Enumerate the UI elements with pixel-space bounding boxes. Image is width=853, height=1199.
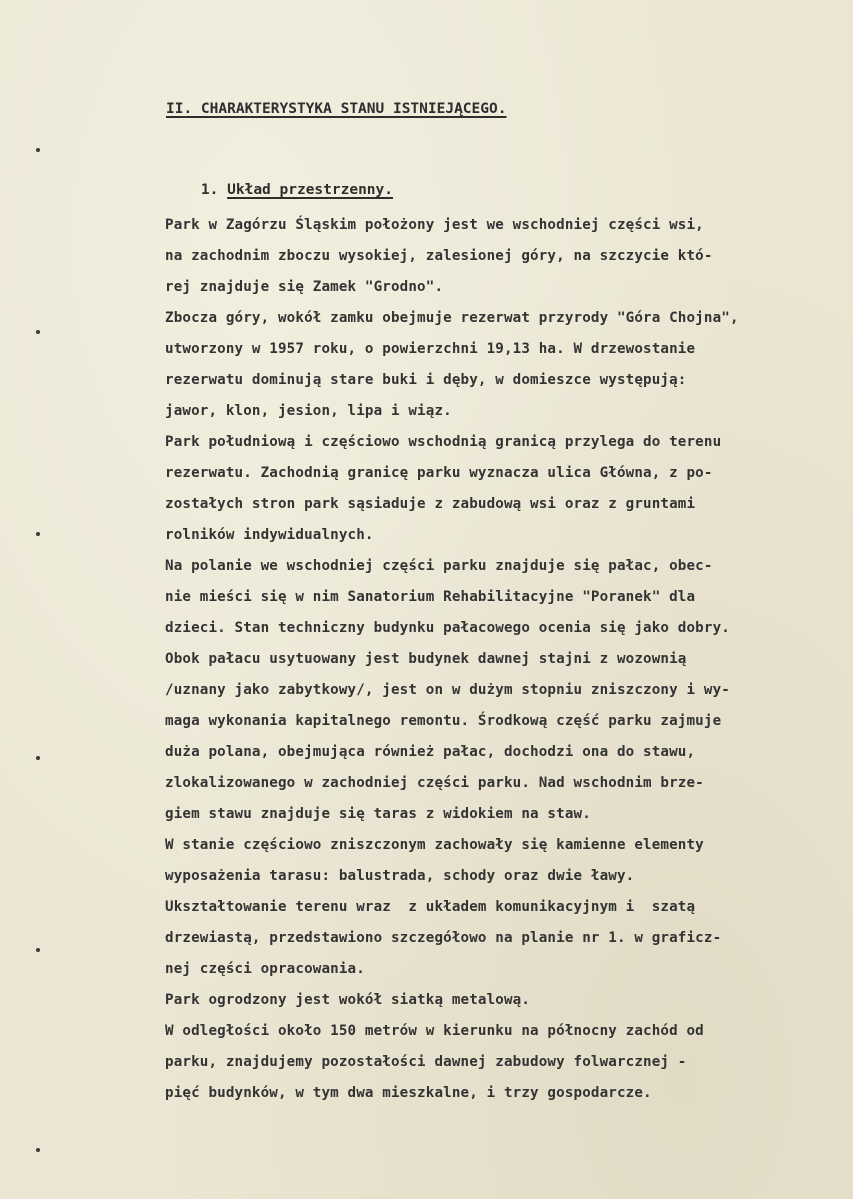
punch-mark	[36, 532, 40, 536]
text-line: rej znajduje się Zamek "Grodno".	[165, 279, 444, 295]
text-line: dzieci. Stan techniczny budynku pałacowego ocenia się jako dobry.	[165, 620, 730, 636]
punch-mark	[36, 148, 40, 152]
text-line: Park w Zagórzu Śląskim położony jest we wschodniej części wsi,	[165, 217, 704, 233]
text-line: pięć budynków, w tym dwa mieszkalne, i trzy gospodarcze.	[165, 1085, 652, 1101]
text-line: zostałych stron park sąsiaduje z zabudową wsi oraz z gruntami	[165, 496, 696, 512]
text-line: maga wykonania kapitalnego remontu. Środkową część parku zajmuje	[165, 713, 722, 729]
punch-mark	[36, 330, 40, 334]
text-line: utworzony w 1957 roku, o powierzchni 19,13 ha. W drzewostanie	[165, 341, 696, 357]
text-line: rezerwatu. Zachodnią granicę parku wyznacza ulica Główna, z po-	[165, 465, 713, 481]
section-heading: II. CHARAKTERYSTYKA STANU ISTNIEJĄCEGO.	[166, 101, 507, 117]
text-line: jawor, klon, jesion, lipa i wiąz.	[165, 403, 452, 419]
text-line: Obok pałacu usytuowany jest budynek dawnej stajni z wozownią	[165, 651, 687, 667]
punch-mark	[36, 756, 40, 760]
text-line: Ukształtowanie terenu wraz z układem komunikacyjnym i szatą	[165, 899, 696, 915]
text-line: giem stawu znajduje się taras z widokiem na staw.	[165, 806, 591, 822]
text-line: /uznany jako zabytkowy/, jest on w dużym stopniu zniszczony i wy-	[165, 682, 730, 698]
text-line: W stanie częściowo zniszczonym zachowały się kamienne elementy	[165, 837, 704, 853]
text-line: wyposażenia tarasu: balustrada, schody oraz dwie ławy.	[165, 868, 635, 884]
text-line: duża polana, obejmująca również pałac, dochodzi ona do stawu,	[165, 744, 696, 760]
text-line: rezerwatu dominują stare buki i dęby, w domieszce występują:	[165, 372, 687, 388]
text-line: zlokalizowanego w zachodniej części parku. Nad wschodnim brze-	[165, 775, 704, 791]
text-line: parku, znajdujemy pozostałości dawnej zabudowy folwarcznej -	[165, 1054, 687, 1070]
text-line: drzewiastą, przedstawiono szczegółowo na planie nr 1. w graficz-	[165, 930, 722, 946]
text-line: Na polanie we wschodniej części parku znajduje się pałac, obec-	[165, 558, 713, 574]
text-line: na zachodnim zboczu wysokiej, zalesionej góry, na szczycie któ-	[165, 248, 713, 264]
text-line: Park południową i częściowo wschodnią granicą przylega do terenu	[165, 434, 722, 450]
text-line: nej części opracowania.	[165, 961, 365, 977]
subsection-heading	[166, 166, 393, 214]
subsection-number: 1.	[200, 182, 219, 198]
text-line: Park ogrodzony jest wokół siatką metalową.	[165, 992, 531, 1008]
text-line: rolników indywidualnych.	[165, 527, 374, 543]
text-line: W odległości około 150 metrów w kierunku na północny zachód od	[165, 1023, 704, 1039]
text-line: nie mieści się w nim Sanatorium Rehabilitacyjne "Poranek" dla	[165, 589, 696, 605]
punch-mark	[36, 1148, 40, 1152]
punch-mark	[36, 948, 40, 952]
text-line: Zbocza góry, wokół zamku obejmuje rezerwat przyrody "Góra Chojna",	[165, 310, 739, 326]
subsection-title: Układ przestrzenny.	[227, 182, 393, 198]
